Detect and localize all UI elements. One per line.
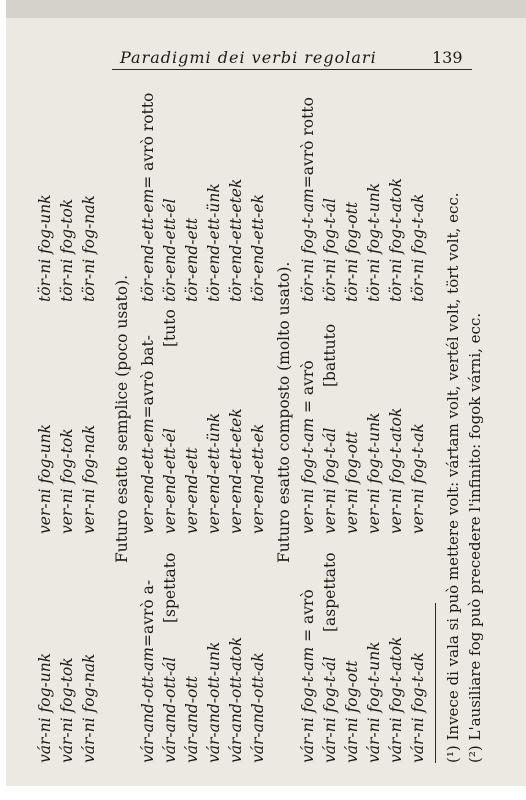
section-heading-compound: Futuro esatto composto (molto usato).: [275, 261, 293, 563]
scan-bottom-edge: [0, 786, 526, 800]
form-cell: tör-ni fog-t-ál: [321, 198, 339, 302]
form-cell: ver-ni fog-tok: [58, 428, 76, 534]
scan-left-edge: [0, 0, 6, 800]
form-cell: ver-end-ett-etek: [227, 408, 245, 534]
form-cell: tör-end-ett-ünk: [205, 183, 223, 302]
running-title: Paradigmi dei verbi regolari: [120, 48, 377, 67]
form-cell: tör-ni fog-t-ak: [409, 193, 427, 302]
gloss: =avrò rotto: [299, 97, 317, 189]
gloss: [tuto: [161, 309, 179, 347]
form-cell: vár-ni fog-t-ál: [321, 656, 339, 763]
form-cell: tör-end-ett-él: [161, 198, 179, 302]
form-cell: vár-ni fog-ott: [343, 660, 361, 763]
form-cell: vár-and-ott: [183, 676, 201, 763]
footnote-mark: (²): [466, 745, 484, 763]
form-cell: ver-ni fog-t-atok: [387, 407, 405, 534]
header-rule: [112, 69, 472, 70]
form-cell: tör-end-ett: [183, 217, 201, 302]
form-cell: ver-ni fog-t-ál: [321, 427, 339, 534]
form-cell: ver-end-ett-ek: [249, 423, 267, 534]
gloss: [battuto: [321, 323, 339, 387]
page-header: [112, 46, 472, 70]
form-cell: vár-and-ott-atok: [227, 636, 245, 763]
form-cell: tör-ni fog-tok: [58, 198, 76, 302]
form-cell: ver-end-ett-ünk: [205, 412, 223, 534]
form-cell: vár-and-ott-am: [139, 647, 157, 763]
form-cell: tör-ni fog-t-atok: [387, 178, 405, 302]
footnote-text: L'ausiliare fog può precedere l'infinito: fogok várni, ecc.: [466, 312, 484, 741]
form-cell: ver-ni fog-t-unk: [365, 412, 383, 534]
form-cell: ver-end-ett: [183, 447, 201, 534]
rotated-page-body: [30, 92, 490, 777]
form-cell: ver-ni fog-nak: [80, 424, 98, 534]
scan-top-band: [0, 0, 526, 18]
form-cell: vár-ni fog-t-ak: [409, 652, 427, 763]
form-cell: vár-ni fog-tok: [58, 657, 76, 763]
form-cell: vár-ni fog-t-atok: [387, 636, 405, 763]
form-cell: vár-ni fog-nak: [80, 653, 98, 763]
footnote-rule: [435, 603, 436, 763]
form-cell: tör-ni fog-t-am: [299, 188, 317, 302]
form-cell: tör-end-ett-ek: [249, 194, 267, 302]
footnote-text: Invece di vala si può mettere volt: vártam volt, vertél volt, tört volt, ecc.: [444, 192, 462, 741]
gloss: [spettato: [161, 552, 179, 623]
footnote-2: [466, 313, 484, 763]
footnote-1: [444, 192, 462, 763]
form-cell: vár-and-ott-ál: [161, 656, 179, 763]
form-cell: tör-ni fog-t-unk: [365, 182, 383, 302]
form-cell: vár-and-ott-unk: [205, 641, 223, 763]
form-cell: vár-ni fog-t-unk: [365, 641, 383, 763]
form-cell: tör-end-ett-etek: [227, 178, 245, 302]
footnote-mark: (¹): [444, 745, 462, 763]
gloss: =avrò bat-: [139, 335, 157, 419]
form-cell: vár-and-ott-ak: [249, 652, 267, 763]
gloss: =avrò a-: [139, 579, 157, 647]
gloss: = avrò: [299, 360, 317, 413]
form-cell: tör-end-ett-em: [139, 188, 157, 302]
section-heading-simple: Futuro esatto semplice (poco usato).: [113, 274, 131, 563]
gloss: [aspettato: [321, 552, 339, 632]
form-cell: ver-end-ett-em: [139, 418, 157, 534]
form-cell: ver-ni fog-unk: [36, 423, 54, 534]
gloss: = avrò: [299, 589, 317, 642]
gloss: = avrò rotto: [139, 92, 157, 189]
form-cell: tör-ni fog-nak: [80, 195, 98, 302]
form-cell: tör-ni fog-ott: [343, 201, 361, 302]
form-cell: ver-ni fog-ott: [343, 431, 361, 534]
form-cell: ver-end-ett-él: [161, 428, 179, 534]
form-cell: vár-ni fog-unk: [36, 652, 54, 763]
form-cell: ver-ni fog-t-ak: [409, 423, 427, 534]
form-cell: vár-ni fog-t-am: [299, 646, 317, 763]
form-cell: ver-ni fog-t-am: [299, 417, 317, 534]
form-cell: tör-ni fog-unk: [36, 194, 54, 302]
page-number: 139: [432, 48, 463, 67]
